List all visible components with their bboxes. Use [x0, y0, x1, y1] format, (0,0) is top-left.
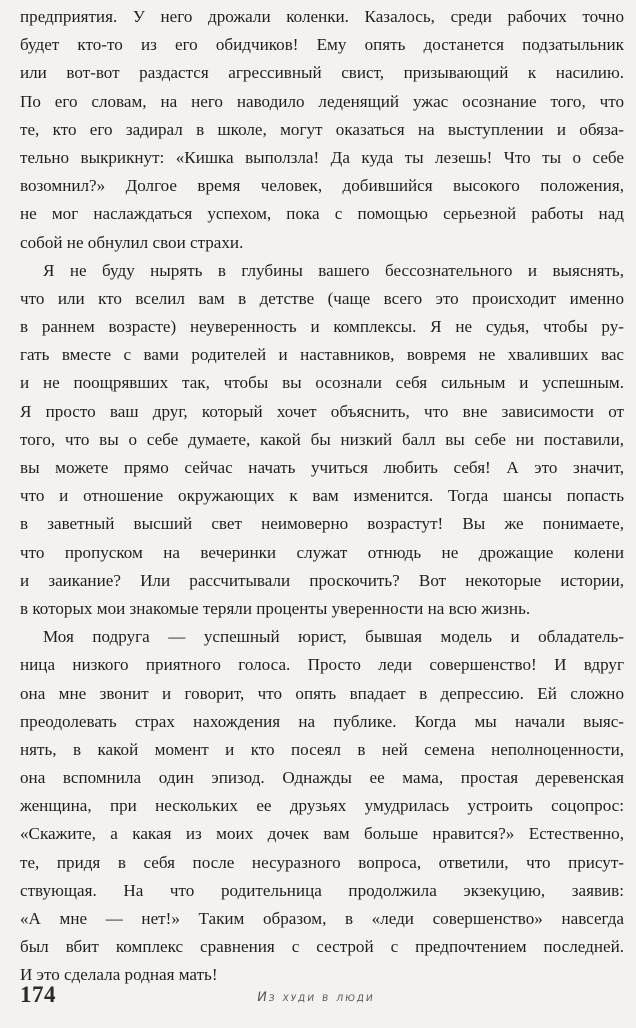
- text-line: что или кто вселил вам в детстве (чаще всего это происходит именно: [20, 288, 624, 308]
- text-line: И это сделала родная мать!: [20, 965, 218, 985]
- text-line: она вспомнила один эпизод. Однажды ее мама, простая деревенская: [20, 768, 624, 788]
- text-line: она мне звонит и говорит, что опять впадает в депрессию. Ей сложно: [20, 683, 624, 703]
- text-line: преодолевать страх нахождения на публике. Когда мы начали выяс-: [20, 711, 624, 731]
- text-line: в которых мои знакомые теряли проценты уверенности на всю жизнь.: [20, 598, 531, 618]
- text-line: те, придя в себя после несуразного вопроса, ответили, что присут-: [20, 852, 624, 872]
- page-footer: [20, 982, 624, 1018]
- text-line: предприятия. У него дрожали коленки. Казалось, среди рабочих точно: [20, 7, 624, 26]
- text-line: и не поощрявших так, чтобы вы осознали себя сильным и успешным.: [20, 373, 624, 393]
- text-line: «Скажите, а какая из моих дочек вам больше нравится?» Естественно,: [20, 824, 624, 844]
- text-line: нять, в какой момент и кто посеял в ней семена неполноценности,: [20, 739, 624, 759]
- running-title: Из худи в люди: [255, 990, 376, 1005]
- text-line: гать вместе с вами родителей и наставников, вовремя не хваливших вас: [20, 345, 624, 365]
- text-line: Я просто ваш друг, который хочет объяснить, что вне зависимости от: [20, 401, 624, 421]
- text-line: ница низкого приятного голоса. Просто леди совершенство! И вдруг: [20, 655, 624, 675]
- text-line: По его словам, на него наводило леденящий ужас осознание того, что: [20, 91, 624, 111]
- text-line: в заветный высший свет неимоверно возрастут! Вы же понимаете,: [20, 514, 624, 534]
- book-page-text: [20, 3, 624, 990]
- text-line: «А мне — нет!» Таким образом, в «леди совершенство» навсегда: [20, 909, 624, 928]
- text-line: те, кто его задирал в школе, могут оказаться на выступлении и обяза-: [20, 119, 624, 139]
- text-line: Я не буду нырять в глубины вашего бессознательного и выяснять,: [43, 260, 624, 280]
- text-line: не мог наслаждаться успехом, пока с помощью серьезной работы над: [20, 204, 624, 224]
- text-line: в раннем возрасте) неуверенность и комплексы. Я не судья, чтобы ру-: [20, 317, 624, 337]
- paragraph-1: [20, 3, 624, 257]
- paragraph-3: [20, 623, 624, 989]
- page-number: 174: [20, 982, 56, 1007]
- text-line: того, что вы о себе думаете, какой бы низкий балл вы себе ни поставили,: [20, 429, 624, 449]
- text-line: что пропуском на вечеринки служат отнюдь не дрожащие колени: [20, 542, 624, 562]
- text-line: женщина, при нескольких ее друзьях умудрилась устроить соцопрос:: [20, 796, 624, 816]
- text-line: и заикание? Или рассчитывали проскочить? Вот некоторые истории,: [20, 570, 624, 590]
- paragraph-2: [20, 257, 624, 623]
- text-line: тельно выкрикнут: «Кишка выползла! Да куда ты лезешь! Что ты о себе: [20, 147, 624, 167]
- text-line: будет кто-то из его обидчиков! Ему опять достанется подзатыльник: [20, 35, 624, 55]
- text-line: был вбит комплекс сравнения с сестрой с предпочтением последней.: [20, 937, 624, 957]
- text-line: или вот-вот раздастся агрессивный свист, призывающий к насилию.: [20, 63, 624, 83]
- text-line: собой не обнулил свои страхи.: [20, 232, 244, 252]
- text-line: вы можете прямо сейчас начать учиться любить себя! А это значит,: [20, 458, 624, 477]
- text-line: ствующая. На что родительница продолжила экзекуцию, заявив:: [20, 880, 624, 900]
- text-line: возомнил?» Долгое время человек, добившийся высокого положения,: [20, 176, 624, 196]
- text-line: что и отношение окружающих к вам изменится. Тогда шансы попасть: [20, 486, 624, 506]
- text-line: Моя подруга — успешный юрист, бывшая модель и обладатель-: [43, 627, 624, 647]
